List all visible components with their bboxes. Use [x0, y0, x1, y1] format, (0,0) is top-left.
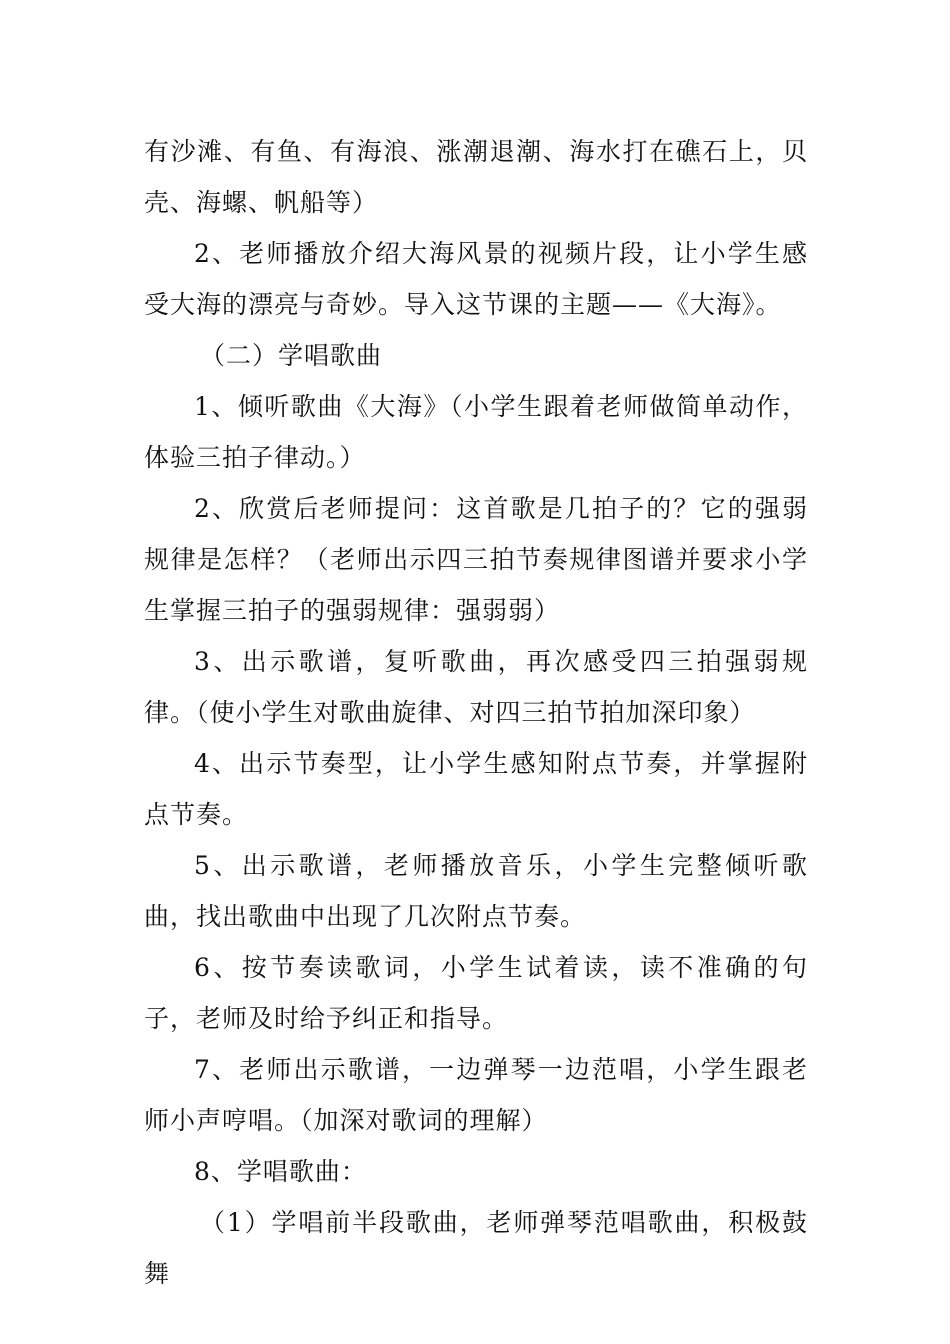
paragraph-step-5: 5、出示歌谱，老师播放音乐，小学生完整倾听歌曲，找出歌曲中出现了几次附点节奏。 [144, 851, 808, 931]
paragraph-step-7: 7、老师出示歌谱，一边弹琴一边范唱，小学生跟老师小声哼唱。（加深对歌词的理解） [144, 1055, 808, 1135]
document-body [144, 126, 808, 1299]
paragraph-step-8: 8、学唱歌曲： [194, 1157, 367, 1186]
paragraph-video-intro: 2、老师播放介绍大海风景的视频片段，让小学生感受大海的漂亮与奇妙。导入这节课的主题——《大海》。 [144, 239, 808, 319]
paragraph-step-8-1: （1）学唱前半段歌曲，老师弹琴范唱歌曲，积极鼓舞 [144, 1208, 808, 1288]
paragraph-sea-features: 有沙滩、有鱼、有海浪、涨潮退潮、海水打在礁石上，贝壳、海螺、帆船等） [144, 137, 808, 217]
paragraph-step-2: 2、欣赏后老师提问：这首歌是几拍子的？它的强弱规律是怎样？（老师出示四三拍节奏规律图谱并要求小学生掌握三拍子的强弱规律：强弱弱） [144, 494, 808, 625]
paragraph-step-6: 6、按节奏读歌词，小学生试着读，读不准确的句子，老师及时给予纠正和指导。 [144, 953, 808, 1033]
paragraph-step-4: 4、出示节奏型，让小学生感知附点节奏，并掌握附点节奏。 [144, 749, 808, 829]
paragraph-step-1: 1、倾听歌曲《大海》（小学生跟着老师做简单动作，体验三拍子律动。） [144, 392, 808, 472]
section-heading-learn-song: （二）学唱歌曲 [200, 341, 383, 370]
paragraph-step-3: 3、出示歌谱，复听歌曲，再次感受四三拍强弱规律。（使小学生对歌曲旋律、对四三拍节拍加深印象） [144, 647, 808, 727]
